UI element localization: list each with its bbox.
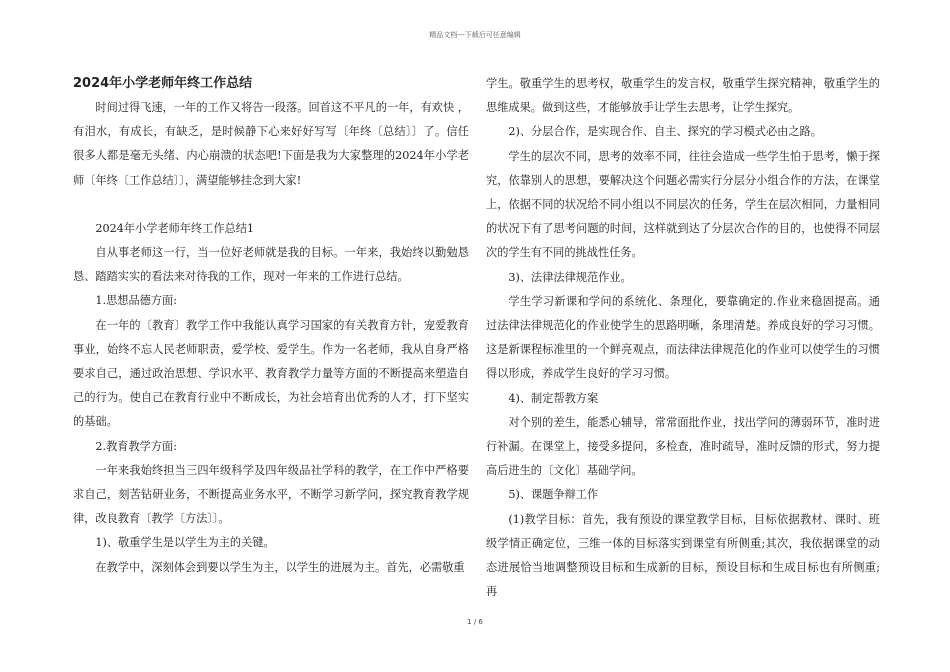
section-heading: 2)、分层合作，是实现合作、自主、探究的学习模式必由之路。	[508, 125, 822, 139]
paragraph: 对个别的差生，能悉心辅导，常常面批作业，找出学问的薄弱环节，准时进行补漏。在课堂上，接受多提问，多检查，准时疏导，准时反馈的形式，努力提高后进生的〔文化〕基础学问。	[486, 415, 880, 478]
section-heading: 1)、敬重学生是以学生为主的关键。	[95, 536, 275, 550]
paragraph: 一年来我始终担当三四年级科学及四年级品社学科的教学，在工作中严格要求自己，刻苦钻研业务，不断提高业务水平，不断学习新学问，探究教育教学规律，改良教育〔教学〔方法〕〕。	[73, 463, 469, 526]
paragraph: 学生的层次不同，思考的效率不同，往往会造成一些学生怕于思考，懒于探究，依靠别人的思想，要解决这个问题必需实行分层分小组合作的方法，在课堂上，依据不同的状况给不同小组以不同层次的任务，学生在层次相同，力量相同的状况下有了思考问题的时间，这样就到达了分层次合作的目的，也使得不同层次的学生有不同的挑战性任务。	[486, 149, 880, 260]
paragraph: 自从事老师这一行，当一位好老师就是我的目标。一年来，我始终以勤勉恳恳、踏踏实实的看法来对待我的工作，现对一年来的工作进行总结。	[73, 246, 469, 284]
paragraph: 学生学习新课和学问的系统化、条理化，要靠确定的.作业来稳固提高。通过法律法律规范化的作业使学生的思路明晰，条理清楚。养成良好的学习习惯。这是新课程标准里的一个鲜亮观点，而法律法律规范化的作业可以使学生的习惯得以形成，养成学生良好的学习习惯。	[486, 294, 880, 381]
left-column	[73, 72, 469, 580]
document-title: 2024年小学老师年终工作总结	[73, 76, 253, 91]
spacer	[73, 193, 469, 217]
page-header: 精品文档---下载后可任意编辑	[429, 31, 521, 39]
section-subtitle: 2024年小学老师年终工作总结1	[95, 221, 255, 235]
paragraph: 学生。敬重学生的思考权，敬重学生的发言权，敬重学生探究精神，敬重学生的思维成果。做到这些，才能够放手让学生去思考，让学生探究。	[486, 77, 880, 115]
section-heading: 4)、制定帮教方案	[508, 391, 599, 405]
section-heading: 1.思想品德方面:	[95, 294, 177, 308]
page-number: 1 / 6	[467, 618, 483, 626]
section-heading: 3)、法律法律规范作业。	[508, 270, 632, 284]
paragraph: (1)教学目标：首先，我有预设的课堂教学目标，目标依据教材、课时、班级学情正确定位，三维一体的目标落实到课堂有所侧重;其次，我依据课堂的动态进展恰当地调整预设目标和生成新的目标，预设目标和生成目标也有所侧重;再	[486, 512, 880, 599]
section-heading: 2.教育教学方面:	[95, 439, 177, 453]
right-column	[486, 72, 880, 604]
section-heading: 5)、课题争辩工作	[508, 488, 599, 502]
intro-paragraph: 时间过得飞速，一年的工作又将告一段落。回首这不平凡的一年，有欢快 ，有泪水，有成长，有缺乏，是时候静下心来好好写写〔年终〔总结〕〕了。信任很多人都是毫无头绪、内心崩溃的状态吧!下面是我为大家整理的2024年小学老师〔年终〔工作总结〕〕，满望能够挂念到大家!	[73, 101, 469, 187]
paragraph: 在教学中，深刻体会到要以学生为主，以学生的进展为主。首先，必需敬重	[95, 560, 465, 574]
paragraph: 在一年的〔教育〕教学工作中我能认真学习国家的有关教育方针，宠爱教育事业，始终不忘人民老师职责，爱学校、爱学生。作为一名老师，我从自身严格要求自己，通过政治思想、学识水平、教育教学力量等方面的不断提高来塑造自己的行为。使自己在教育行业中不断成长，为社会培育出优秀的人才，打下坚实的基础。	[73, 318, 469, 429]
